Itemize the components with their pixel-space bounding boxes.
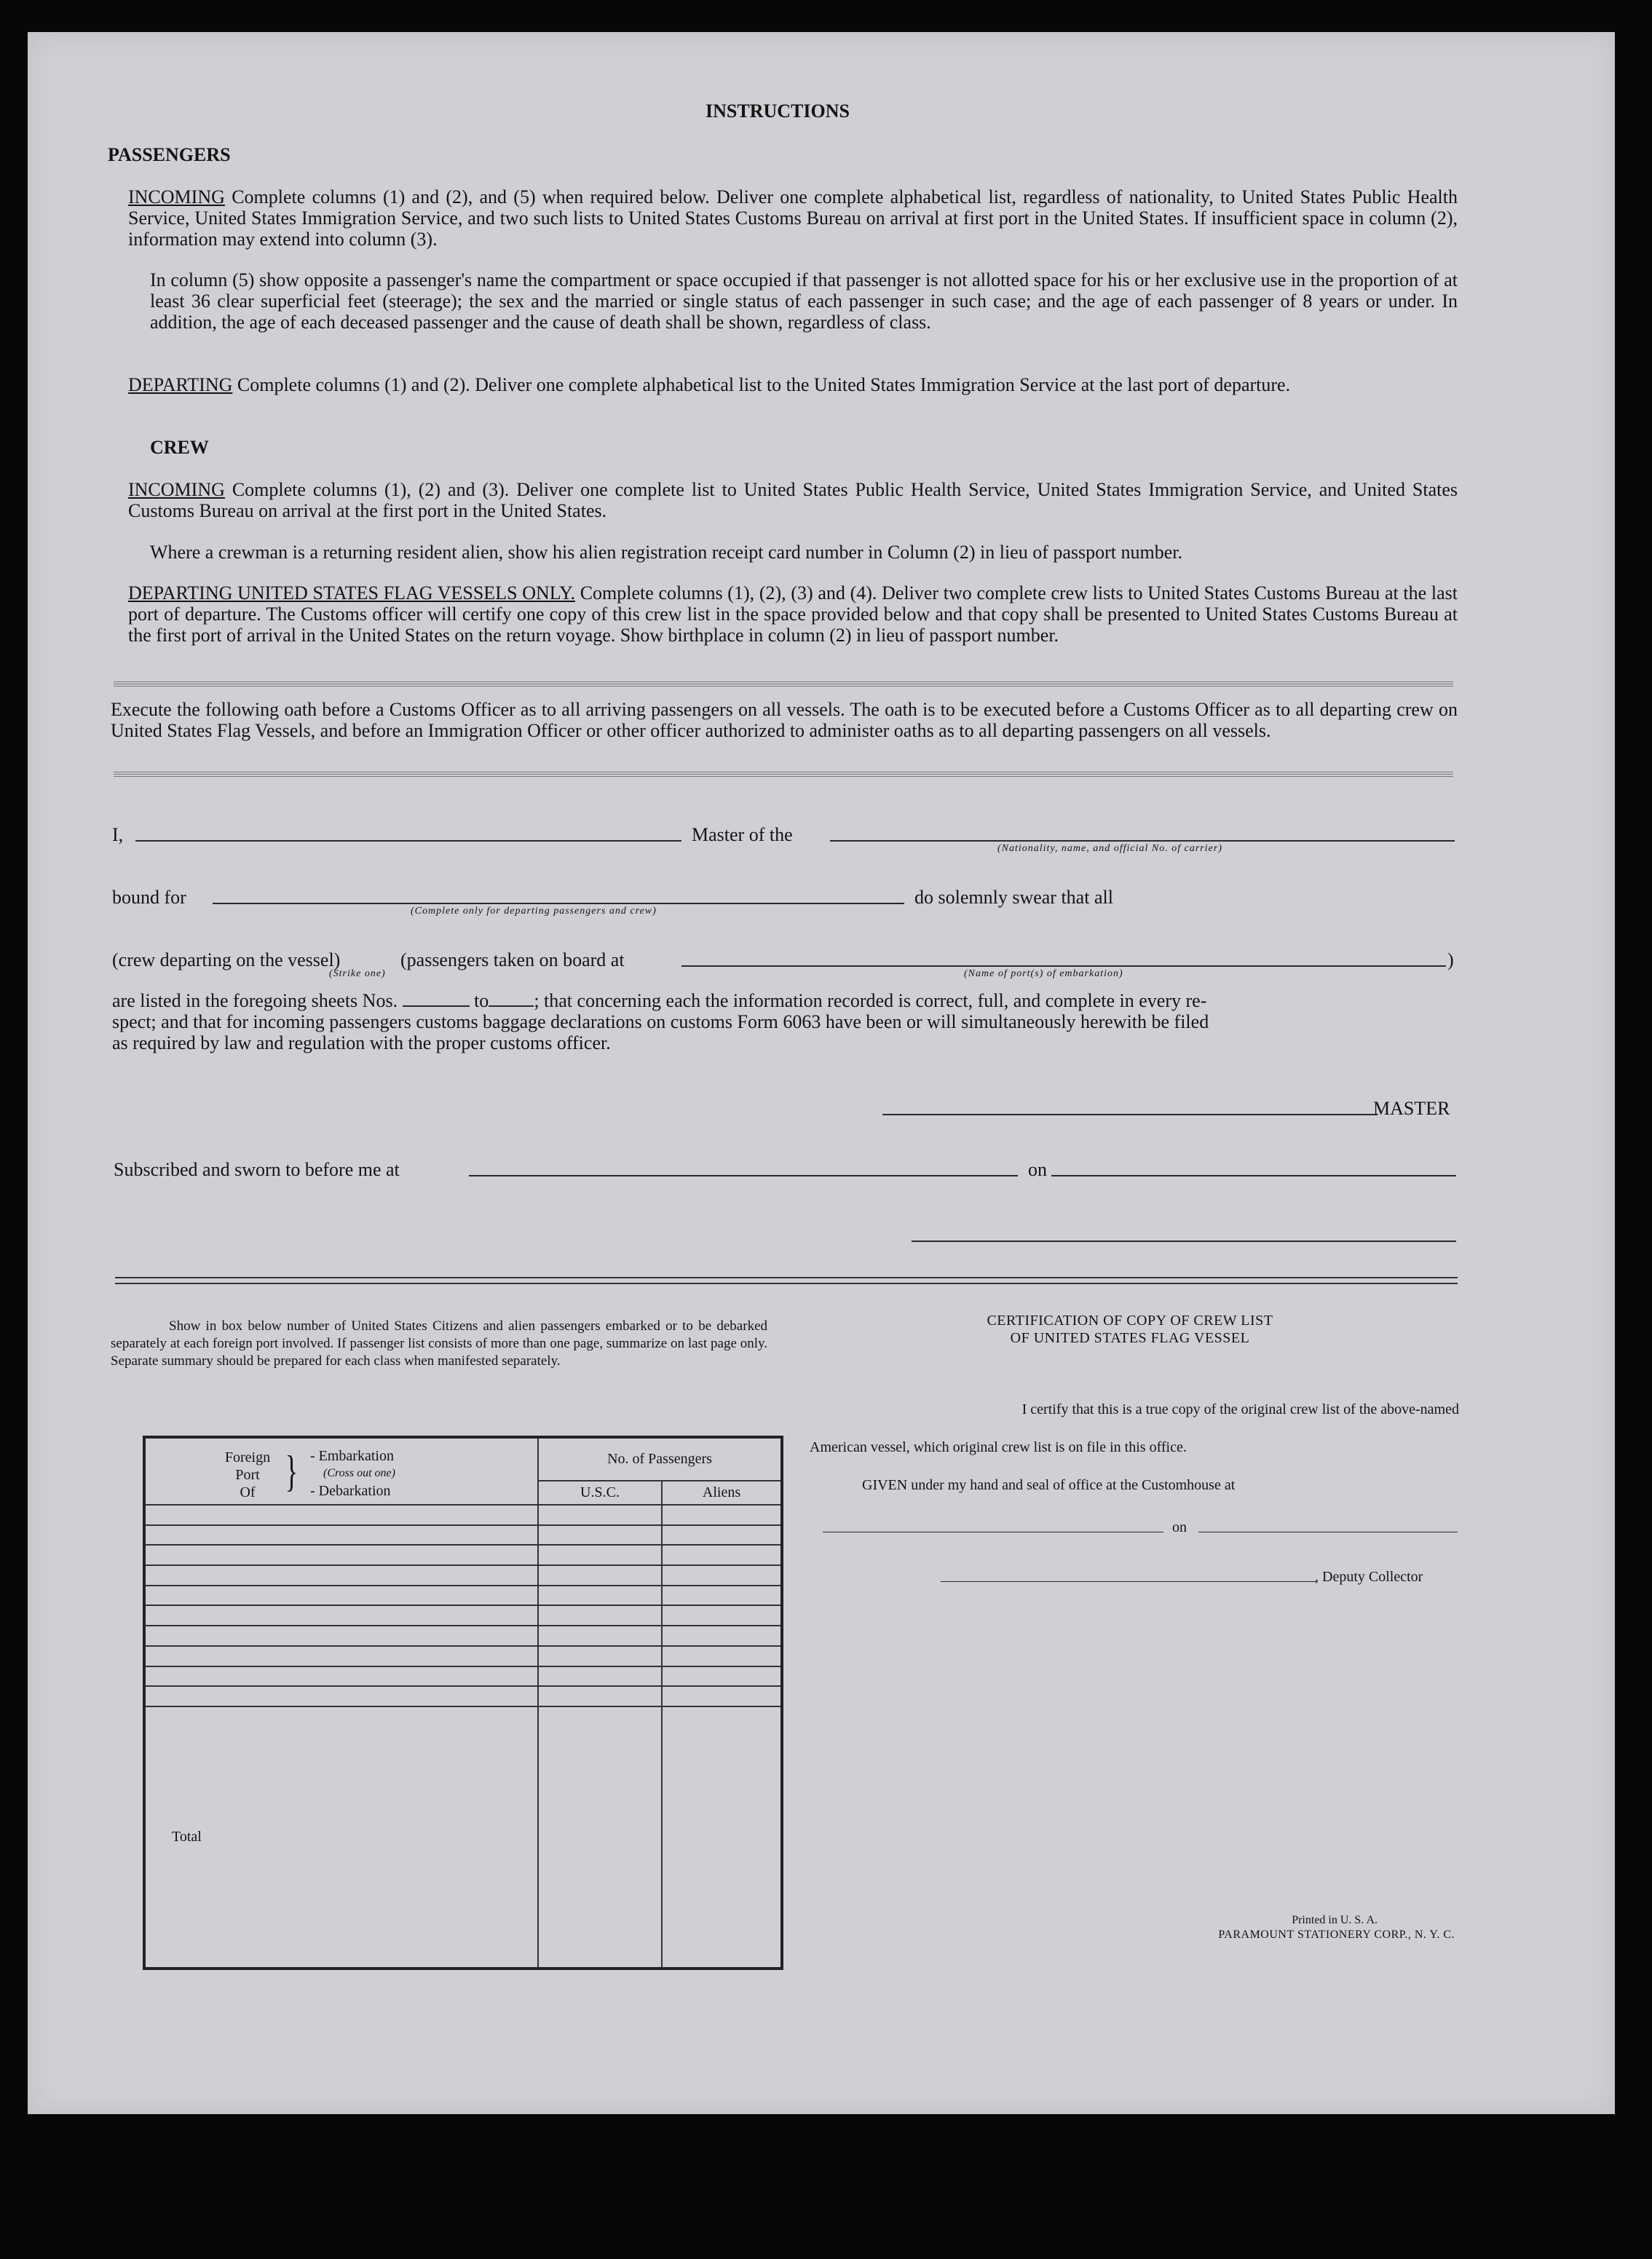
passengers-incoming-text: Complete columns (1) and (2), and (5) when required below. Deliver one complete alphabetical list, regardless of nationality, to United States Public Health Service, United States Immigration Service, and two such lists to United States Customs Bureau on arrival at first port in the United States. If insufficient space in column (2), information may extend into column (3). xyxy=(128,186,1458,250)
passengers-incoming-paragraph xyxy=(128,186,1458,250)
deputy-signature-line[interactable] xyxy=(941,1581,1316,1582)
usc-cell[interactable] xyxy=(538,1545,662,1565)
divider xyxy=(114,772,1453,778)
aliens-cell[interactable] xyxy=(662,1545,782,1565)
table-row xyxy=(144,1586,782,1606)
table-row xyxy=(144,1646,782,1666)
master-signature-line[interactable] xyxy=(882,1114,1378,1115)
port-cell[interactable] xyxy=(144,1626,538,1646)
port-label: Port xyxy=(235,1467,260,1483)
ports-caption: (Name of port(s) of embarkation) xyxy=(964,968,1123,979)
subscribed-label: Subscribed and sworn to before me at xyxy=(114,1159,400,1180)
brace-icon: } xyxy=(285,1447,299,1495)
bound-caption: (Complete only for departing passengers and crew) xyxy=(411,906,657,917)
listed-prefix: are listed in the foregoing sheets Nos. xyxy=(112,990,398,1011)
officer-signature-line[interactable] xyxy=(912,1241,1456,1242)
no-of-passengers-header: No. of Passengers xyxy=(538,1437,782,1481)
to-word: to xyxy=(474,990,489,1011)
usc-header: U.S.C. xyxy=(538,1481,662,1505)
port-cell[interactable] xyxy=(144,1586,538,1606)
listed-rest: ; that concerning each the information recorded is correct, full, and complete in every re- xyxy=(534,990,1207,1011)
aliens-cell[interactable] xyxy=(662,1646,782,1666)
divider xyxy=(115,1277,1458,1284)
subscribed-on: on xyxy=(1028,1159,1047,1180)
total-label: Total xyxy=(144,1706,538,1969)
instructions-title: INSTRUCTIONS xyxy=(706,100,850,122)
solemnly-swear: do solemnly swear that all xyxy=(914,887,1113,908)
port-cell[interactable] xyxy=(144,1646,538,1666)
aliens-total-cell[interactable] xyxy=(662,1706,782,1969)
oath-intro: Execute the following oath before a Customs Officer as to all arriving passengers on all vessels. The oath is to be executed before a Customs Officer as to all departing crew on United States Flag Vessels, and before an Immigration Officer or other officer authorized to administer oaths as to all departing passengers on all vessels. xyxy=(111,699,1458,741)
master-of-the: Master of the xyxy=(692,824,793,845)
certification-on: on xyxy=(1172,1519,1187,1535)
usc-cell[interactable] xyxy=(538,1605,662,1626)
passengers-column5-paragraph: In column (5) show opposite a passenger's name the compartment or space occupied if that passenger is not allotted space for his or her exclusive use in the proportion of at least 36 clear superficial feet (steerage); the sex and the married or single status of each passenger in such case; and the age of each passenger of 8 years or under. In addition, the age of each deceased passenger and the cause of death shall be shown, regardless of class. xyxy=(150,269,1458,333)
listed-line-3: as required by law and regulation with the proper customs officer. xyxy=(112,1032,611,1053)
table-header-row xyxy=(144,1437,782,1481)
given-line: GIVEN under my hand and seal of office at the Customhouse at xyxy=(862,1477,1236,1493)
summary-instructions: Show in box below number of United States Citizens and alien passengers embarked or to be debarked separately at each foreign port involved. If passenger list consists of more than one page, summarize on last page only. Separate summary should be prepared for each class when manifested separately. xyxy=(111,1318,767,1369)
certification-title-line1: CERTIFICATION OF COPY OF CREW LIST xyxy=(987,1313,1273,1329)
sheet-from-field[interactable] xyxy=(403,1005,470,1007)
aliens-cell[interactable] xyxy=(662,1525,782,1546)
close-paren: ) xyxy=(1447,949,1454,970)
crew-departing-label: DEPARTING UNITED STATES FLAG VESSELS ONLY. xyxy=(128,582,575,604)
aliens-cell[interactable] xyxy=(662,1686,782,1706)
table-row xyxy=(144,1505,782,1525)
table-row xyxy=(144,1626,782,1646)
of-label: Of xyxy=(240,1484,256,1500)
foreign-label: Foreign xyxy=(224,1449,271,1465)
crew-resident-paragraph: Where a crewman is a returning resident alien, show his alien registration receipt card number in Column (2) in lieu of passport number. xyxy=(150,542,1183,563)
port-cell[interactable] xyxy=(144,1505,538,1525)
name-line[interactable] xyxy=(135,840,681,842)
debarkation-option: - Debarkation xyxy=(310,1483,391,1499)
table-row xyxy=(144,1686,782,1706)
table-row xyxy=(144,1605,782,1626)
passengers-heading: PASSENGERS xyxy=(108,144,231,165)
port-header-cell xyxy=(144,1437,538,1505)
passengers-departing-paragraph xyxy=(128,374,1458,395)
usc-cell[interactable] xyxy=(538,1586,662,1606)
destination-line[interactable] xyxy=(213,903,904,904)
usc-cell[interactable] xyxy=(538,1565,662,1586)
listed-line-1 xyxy=(112,990,1461,1011)
aliens-cell[interactable] xyxy=(662,1505,782,1525)
certify-line-2: American vessel, which original crew list is on file in this office. xyxy=(810,1439,1187,1455)
table-row xyxy=(144,1525,782,1546)
port-cell[interactable] xyxy=(144,1686,538,1706)
port-cell[interactable] xyxy=(144,1525,538,1546)
printer-line-2: PARAMOUNT STATIONERY CORP., N. Y. C. xyxy=(1218,1928,1455,1941)
table-row xyxy=(144,1666,782,1687)
cross-out-note: (Cross out one) xyxy=(323,1467,395,1479)
passenger-summary-table xyxy=(143,1436,783,1970)
passengers-incoming-label: INCOMING xyxy=(128,186,225,207)
usc-cell[interactable] xyxy=(538,1626,662,1646)
aliens-cell[interactable] xyxy=(662,1586,782,1606)
master-label: MASTER xyxy=(1373,1098,1450,1119)
passengers-departing-label: DEPARTING xyxy=(128,374,233,395)
crew-incoming-paragraph xyxy=(128,479,1458,521)
ports-line[interactable] xyxy=(681,965,1446,967)
crew-departing-paragraph xyxy=(128,582,1458,646)
crew-incoming-label: INCOMING xyxy=(128,479,225,500)
embarkation-option: - Embarkation xyxy=(310,1448,394,1464)
strike-one-caption: (Strike one) xyxy=(329,968,386,979)
table-row xyxy=(144,1545,782,1565)
sheet-to-field[interactable] xyxy=(489,1005,534,1007)
aliens-header: Aliens xyxy=(662,1481,782,1505)
aliens-cell[interactable] xyxy=(662,1605,782,1626)
usc-cell[interactable] xyxy=(538,1525,662,1546)
i-label: I, xyxy=(112,824,124,845)
usc-total-cell[interactable] xyxy=(538,1706,662,1969)
passengers-option: (passengers taken on board at xyxy=(400,949,625,970)
printer-line-1: Printed in U. S. A. xyxy=(1292,1914,1378,1926)
crew-departing-option: (crew departing on the vessel) xyxy=(112,949,341,970)
certification-title xyxy=(853,1312,1407,1347)
port-cell[interactable] xyxy=(144,1666,538,1687)
port-cell[interactable] xyxy=(144,1565,538,1586)
usc-cell[interactable] xyxy=(538,1686,662,1706)
bound-for: bound for xyxy=(112,887,186,908)
carrier-caption: (Nationality, name, and official No. of carrier) xyxy=(997,843,1222,854)
form-sheet xyxy=(28,32,1615,2114)
divider xyxy=(114,681,1453,687)
subscribed-date-line[interactable] xyxy=(1051,1175,1456,1176)
certify-line-1: I certify that this is a true copy of the original crew list of the above-named xyxy=(1021,1401,1459,1417)
listed-line-2: spect; and that for incoming passengers customs baggage declarations on customs Form 6063 have been or will simultaneously herewith be filed xyxy=(112,1011,1209,1032)
usc-cell[interactable] xyxy=(538,1646,662,1666)
certification-title-line2: OF UNITED STATES FLAG VESSEL xyxy=(1010,1330,1250,1346)
crew-heading: CREW xyxy=(150,437,209,458)
aliens-cell[interactable] xyxy=(662,1565,782,1586)
aliens-cell[interactable] xyxy=(662,1666,782,1687)
deputy-collector-label: , Deputy Collector xyxy=(1315,1569,1423,1585)
crew-incoming-text: Complete columns (1), (2) and (3). Deliver one complete list to United States Public Health Service, United States Immigration Service, and United States Customs Bureau on arrival at the first port in the United States. xyxy=(128,479,1458,521)
port-cell[interactable] xyxy=(144,1545,538,1565)
aliens-cell[interactable] xyxy=(662,1626,782,1646)
carrier-line[interactable] xyxy=(830,840,1455,842)
total-row xyxy=(144,1706,782,1969)
crew-departing-text: Complete columns (1), (2), (3) and (4). Deliver two complete crew lists to United States Customs Bureau at the last port of departure. The Customs officer will certify one copy of this crew list in the space provided below and that copy shall be presented to United States Customs Bureau at the first port of arrival in the United States on the return voyage. Show birthplace in column (2) in lieu of passport number. xyxy=(128,582,1458,646)
table-row xyxy=(144,1565,782,1586)
port-cell[interactable] xyxy=(144,1605,538,1626)
usc-cell[interactable] xyxy=(538,1666,662,1687)
subscribed-place-line[interactable] xyxy=(469,1175,1018,1176)
passengers-departing-text: Complete columns (1) and (2). Deliver one complete alphabetical list to the United States Immigration Service at the last port of departure. xyxy=(237,374,1291,395)
usc-cell[interactable] xyxy=(538,1505,662,1525)
